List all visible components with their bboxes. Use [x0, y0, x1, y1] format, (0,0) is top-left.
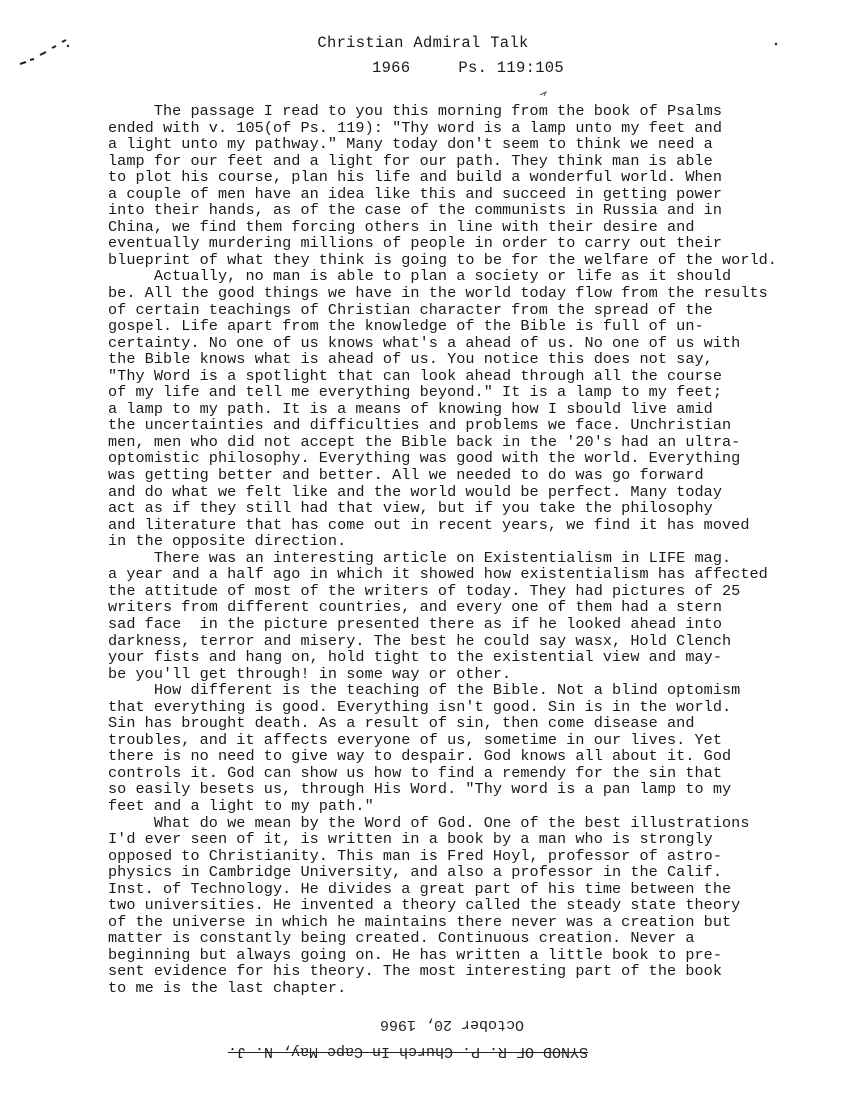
body-text [108, 103, 838, 997]
text-line: writers from different countries, and every one of them had a stern [108, 598, 722, 617]
text-line: certainty. No one of us knows what's a ahead of us. No one of us with [108, 333, 741, 352]
text-line: Sin has brought death. As a result of sin, then come disease and [108, 714, 695, 733]
text-line: controls it. God can show us how to find a remendy for the sin that [108, 763, 722, 782]
text-line: China, we find them forcing others in line with their desire and [108, 217, 695, 236]
text-line: of the universe in which he maintains there never was a creation but [108, 912, 732, 931]
text-line: gospel. Life apart from the knowledge of the Bible is full of un- [108, 317, 704, 336]
pen-mark-subtitle [538, 88, 550, 98]
text-line: There was an interesting article on Existentialism in LIFE mag. [108, 548, 732, 567]
text-line: and literature that has come out in recent years, we find it has moved [108, 515, 750, 534]
text-line: "Thy Word is a spotlight that can look ahead through all the course [108, 366, 722, 385]
text-line: in the opposite direction. [108, 532, 347, 551]
text-line: so easily besets us, through His Word. "Thy word is a pan lamp to my [108, 780, 732, 799]
text-line: Inst. of Technology. He divides a great part of his time between the [108, 879, 732, 898]
text-line: act as if they still had that view, but if you take the philosophy [108, 499, 713, 518]
text-line: be. All the good things we have in the world today flow from the results [108, 284, 768, 303]
text-line: feet and a light to my path." [108, 796, 374, 815]
text-line: men, men who did not accept the Bible back in the '20's had an ultra- [108, 432, 741, 451]
document-title: Christian Admiral Talk [317, 34, 529, 52]
text-line: blueprint of what they think is going to be for the welfare of the world. [108, 250, 777, 269]
text-line: to me is the last chapter. [108, 978, 347, 997]
text-line: How different is the teaching of the Bible. Not a blind optomism [108, 681, 741, 700]
text-line: the Bible knows what is ahead of us. You notice this does not say, [108, 350, 713, 369]
text-line: be you'll get through! in some way or other. [108, 664, 512, 683]
footer-date: October 20, 1966 [380, 1016, 525, 1033]
text-line: lamp for our feet and a light for our path. They think man is able [108, 151, 713, 170]
text-line: a lamp to my path. It is a means of knowing how I sbould live amid [108, 399, 713, 418]
text-line: Actually, no man is able to plan a society or life as it should [108, 267, 732, 286]
text-line: darkness, terror and misery. The best he could say wasx, Hold Clench [108, 631, 732, 650]
footer-stamp: SYNOD OF R. P. Church In Cape May, N. J. [228, 1043, 589, 1060]
text-line: sad face in the picture presented there as if he looked ahead into [108, 614, 722, 633]
text-line: your fists and hang on, hold tight to the existential view and may- [108, 648, 722, 667]
text-line: and do what we felt like and the world would be perfect. Many today [108, 482, 722, 501]
text-line: two universities. He invented a theory called the steady state theory [108, 896, 741, 915]
text-line: physics in Cambridge University, and also a professor in the Calif. [108, 863, 722, 882]
text-line: matter is constantly being created. Continuous creation. Never a [108, 929, 695, 948]
text-line: that everything is good. Everything isn't good. Sin is in the world. [108, 697, 732, 716]
text-line: What do we mean by the Word of God. One of the best illustrations [108, 813, 750, 832]
text-line: The passage I read to you this morning from the book of Psalms [108, 102, 722, 120]
text-line: I'd ever seen of it, is written in a book by a man who is strongly [108, 830, 713, 849]
text-line: to plot his course, plan his life and build a wonderful world. When [108, 168, 722, 187]
text-line: troubles, and it affects everyone of us, sometime in our lives. Yet [108, 730, 722, 749]
text-line: ended with v. 105(of Ps. 119): "Thy word is a lamp unto my feet and [108, 118, 722, 137]
text-line: opposed to Christianity. This man is Fred Hoyl, professor of astro- [108, 846, 722, 865]
text-line: optomistic philosophy. Everything was good with the world. Everything [108, 449, 741, 468]
text-line: eventually murdering millions of people in order to carry out their [108, 234, 722, 253]
text-line: into their hands, as of the case of the communists in Russia and in [108, 201, 722, 220]
text-line: the attitude of most of the writers of today. They had pictures of 25 [108, 581, 741, 600]
text-line: a couple of men have an idea like this and succeed in getting power [108, 184, 722, 203]
document-subtitle: 1966 Ps. 119:105 [371, 59, 565, 77]
text-line: a year and a half ago in which it showed how existentialism has affected [108, 565, 768, 584]
text-line: sent evidence for his theory. The most interesting part of the book [108, 962, 722, 981]
text-line: beginning but always going on. He has written a little book to pre- [108, 945, 722, 964]
text-line: the uncertainties and difficulties and problems we face. Unchristian [108, 416, 732, 435]
text-line: a light unto my pathway." Many today don't seem to think we need a [108, 135, 713, 154]
text-line: of certain teachings of Christian character from the spread of the [108, 300, 713, 319]
text-line: of my life and tell me everything beyond." It is a lamp to my feet; [108, 383, 722, 402]
text-line: there is no need to give way to despair. God knows all about it. God [108, 747, 732, 766]
text-line: was getting better and better. All we needed to do was go forward [108, 466, 704, 485]
